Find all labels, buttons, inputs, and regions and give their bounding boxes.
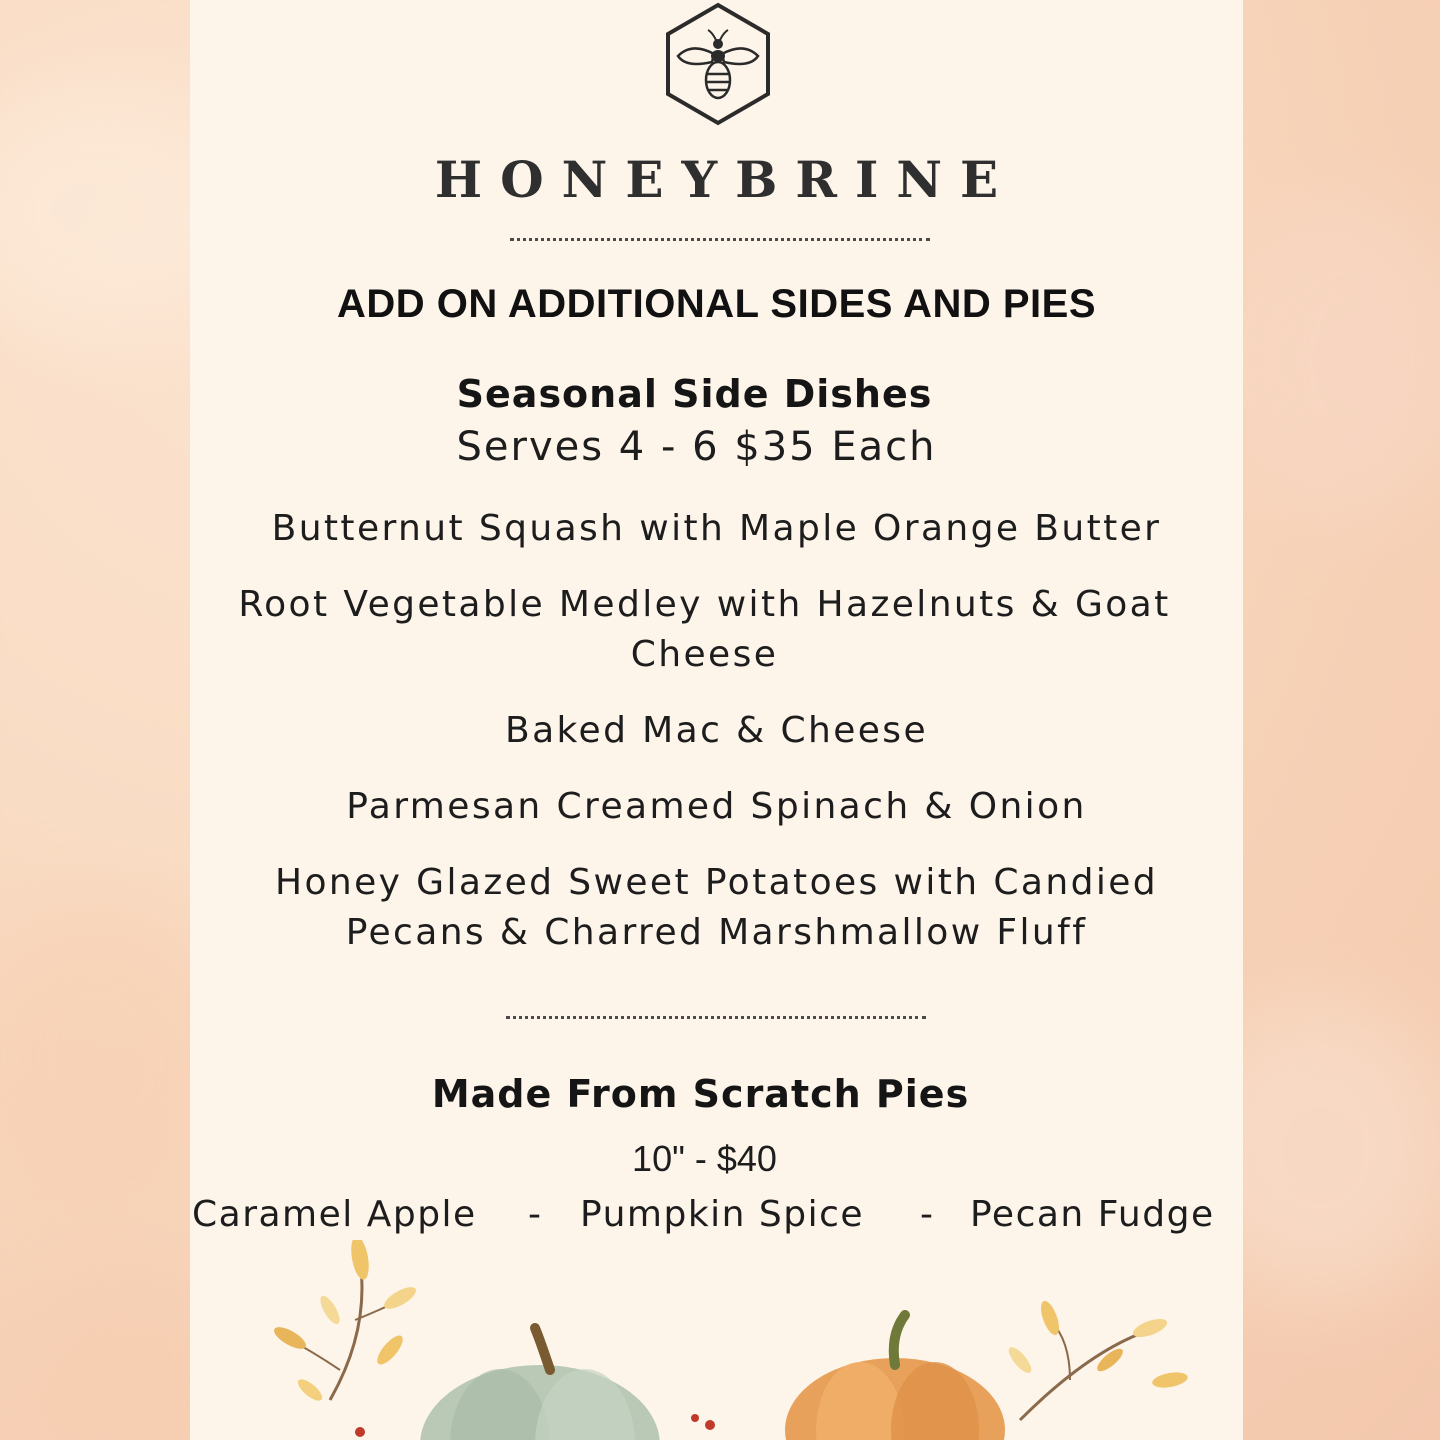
pie-flavor: Pumpkin Spice	[580, 1194, 865, 1235]
sides-section-title: Seasonal Side Dishes	[456, 372, 933, 416]
side-dish-item	[200, 782, 1233, 832]
side-dish-item	[200, 858, 1233, 958]
page-heading: ADD ON ADDITIONAL SIDES AND PIES	[336, 282, 1097, 326]
side-dish-line: Baked Mac & Cheese	[505, 710, 928, 751]
side-dish-line: Honey Glazed Sweet Potatoes with Candied	[274, 862, 1159, 903]
dotted-divider	[510, 238, 930, 241]
side-dish-line: Root Vegetable Medley with Hazelnuts & Goat	[238, 584, 1171, 625]
side-dish-line: Pecans & Charred Marshmallow Fluff	[345, 912, 1088, 953]
pie-separator: -	[920, 1194, 935, 1235]
side-dish-line: Parmesan Creamed Spinach & Onion	[346, 786, 1087, 827]
side-dish-item	[200, 706, 1233, 756]
pie-separator: -	[528, 1194, 543, 1235]
pie-flavor: Caramel Apple	[192, 1194, 477, 1235]
menu-card	[190, 0, 1243, 1440]
side-dish-item	[200, 504, 1233, 554]
side-dish-item	[190, 580, 1221, 680]
side-dish-line: Butternut Squash with Maple Orange Butter	[271, 508, 1162, 549]
pie-flavor: Pecan Fudge	[970, 1194, 1215, 1235]
bee-hexagon-icon	[664, 2, 772, 126]
pumpkin-foliage-illustration	[190, 1240, 1243, 1440]
sides-serves-price: Serves 4 - 6 $35 Each	[456, 424, 937, 470]
background-blob	[1220, 200, 1440, 520]
pie-size-price: 10" - $40	[632, 1138, 777, 1179]
pies-section-title: Made From Scratch Pies	[431, 1072, 970, 1116]
side-dish-line: Cheese	[630, 634, 779, 675]
dotted-divider	[506, 1016, 926, 1019]
brand-name: HONEYBRINE	[434, 150, 1017, 209]
